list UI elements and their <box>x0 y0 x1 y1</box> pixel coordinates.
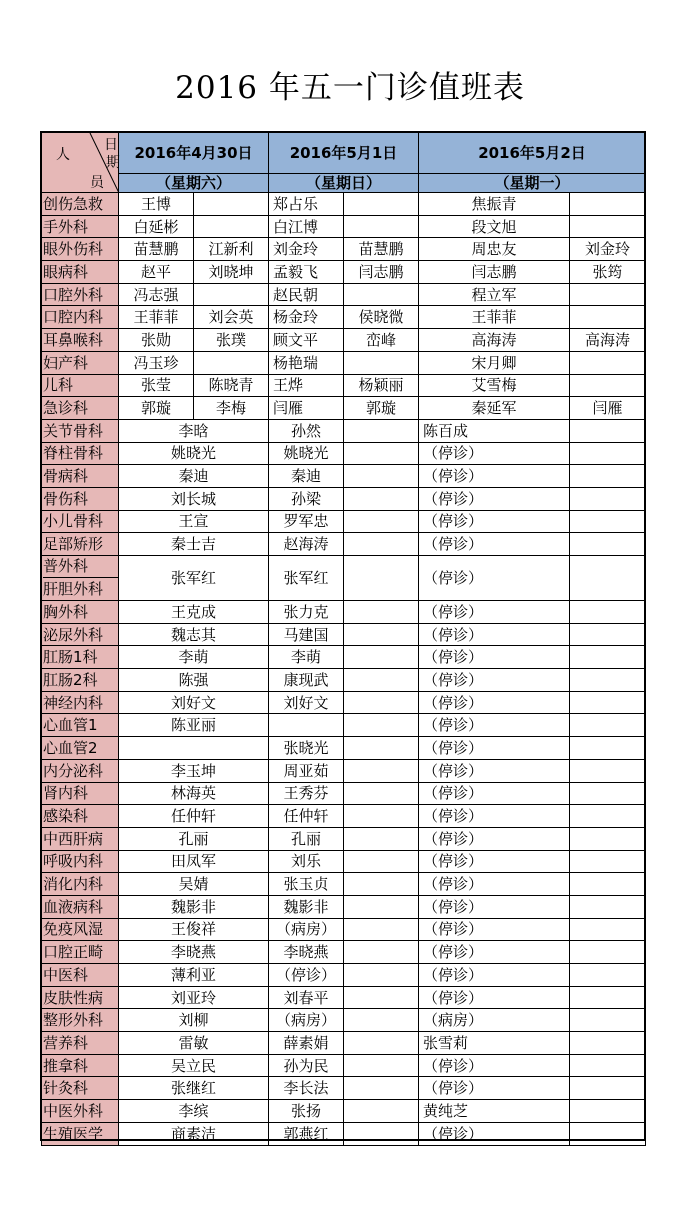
doctor-cell: （停诊） <box>419 805 570 828</box>
doctor-cell: （停诊） <box>419 964 570 987</box>
doctor-cell: 林海英 <box>119 782 269 805</box>
department-cell: 泌尿外科 <box>42 623 119 646</box>
doctor-cell: 赵平 <box>119 261 194 284</box>
department-cell: 口腔内科 <box>42 306 119 329</box>
doctor-cell: （停诊） <box>419 827 570 850</box>
doctor-cell: （停诊） <box>419 941 570 964</box>
doctor-cell: （停诊） <box>419 623 570 646</box>
doctor-cell: 苗慧鹏 <box>344 238 419 261</box>
doctor-cell: 艾雪梅 <box>419 374 570 397</box>
doctor-cell: 王菲菲 <box>119 306 194 329</box>
doctor-cell: 郭燕红 <box>269 1122 344 1145</box>
doctor-cell: 焦振青 <box>419 193 570 216</box>
doctor-cell: （病房） <box>269 1009 344 1032</box>
doctor-cell: 郭璇 <box>119 397 194 420</box>
department-cell: 消化内科 <box>42 873 119 896</box>
date-header-3: 2016年5月2日 <box>419 133 646 174</box>
doctor-cell: 雷敏 <box>119 1032 269 1055</box>
doctor-cell: 王克成 <box>119 601 269 624</box>
doctor-cell: 张力克 <box>269 601 344 624</box>
doctor-cell: 陈晓青 <box>194 374 269 397</box>
doctor-cell: 李缤 <box>119 1100 269 1123</box>
doctor-cell: 峦峰 <box>344 329 419 352</box>
doctor-cell: （停诊） <box>419 850 570 873</box>
doctor-cell: 商素洁 <box>119 1122 269 1145</box>
department-cell: 口腔正畸 <box>42 941 119 964</box>
doctor-cell: 刘晓坤 <box>194 261 269 284</box>
doctor-cell: 杨金玲 <box>269 306 344 329</box>
weekday-header-2: （星期日） <box>269 174 419 193</box>
doctor-cell: 刘金玲 <box>570 238 646 261</box>
department-line: 普外科 <box>43 556 118 578</box>
doctor-cell: 苗慧鹏 <box>119 238 194 261</box>
doctor-cell: 李萌 <box>119 646 269 669</box>
doctor-cell: 吴婧 <box>119 873 269 896</box>
department-cell: 生殖医学 <box>42 1122 119 1145</box>
department-cell: 小儿骨科 <box>42 510 119 533</box>
department-cell: 眼病科 <box>42 261 119 284</box>
doctor-cell: 刘会英 <box>194 306 269 329</box>
doctor-cell: 孔丽 <box>119 827 269 850</box>
doctor-cell: 白江博 <box>269 215 344 238</box>
table-outer-border <box>40 131 646 1141</box>
doctor-cell: （停诊） <box>419 691 570 714</box>
doctor-cell: （停诊） <box>419 986 570 1009</box>
doctor-cell: （停诊） <box>419 873 570 896</box>
doctor-cell: 张莹 <box>119 374 194 397</box>
corner-period-label: 期 <box>106 155 120 171</box>
doctor-cell: （停诊） <box>419 759 570 782</box>
doctor-cell: 孙然 <box>269 419 344 442</box>
department-cell: 脊柱骨科 <box>42 442 119 465</box>
department-cell: 免疫风湿 <box>42 918 119 941</box>
doctor-cell: 闫志鹏 <box>419 261 570 284</box>
doctor-cell: 任仲轩 <box>269 805 344 828</box>
doctor-cell: 姚晓光 <box>119 442 269 465</box>
doctor-cell: 吴立民 <box>119 1054 269 1077</box>
doctor-cell: 李晗 <box>119 419 269 442</box>
doctor-cell: 郭璇 <box>344 397 419 420</box>
department-cell: 皮肤性病 <box>42 986 119 1009</box>
department-line: 肝胆外科 <box>43 580 104 598</box>
doctor-cell: （停诊） <box>419 737 570 760</box>
doctor-cell: 马建国 <box>269 623 344 646</box>
doctor-cell: 江新利 <box>194 238 269 261</box>
doctor-cell: 张晓光 <box>269 737 344 760</box>
department-cell: 肛肠1科 <box>42 646 119 669</box>
doctor-cell: 冯玉珍 <box>119 351 194 374</box>
doctor-cell: 周忠友 <box>419 238 570 261</box>
department-cell: 手外科 <box>42 215 119 238</box>
department-cell: 中西肝病 <box>42 827 119 850</box>
doctor-cell: 赵海涛 <box>269 533 344 556</box>
corner-day-label: 日 <box>104 137 118 153</box>
doctor-cell: 李晓燕 <box>269 941 344 964</box>
doctor-cell: （停诊） <box>419 1122 570 1145</box>
department-cell: 肾内科 <box>42 782 119 805</box>
doctor-cell: 杨颖丽 <box>344 374 419 397</box>
doctor-cell: 张继红 <box>119 1077 269 1100</box>
doctor-cell: （病房） <box>419 1009 570 1032</box>
doctor-cell: 李长法 <box>269 1077 344 1100</box>
department-cell: 妇产科 <box>42 351 119 374</box>
doctor-cell: 侯晓微 <box>344 306 419 329</box>
department-cell: 口腔外科 <box>42 283 119 306</box>
department-cell: 内分泌科 <box>42 759 119 782</box>
doctor-cell: 魏影非 <box>119 895 269 918</box>
doctor-cell: 张璞 <box>194 329 269 352</box>
doctor-cell: 孙梁 <box>269 487 344 510</box>
doctor-cell: 顾文平 <box>269 329 344 352</box>
doctor-cell: 刘春平 <box>269 986 344 1009</box>
doctor-cell: 李梅 <box>194 397 269 420</box>
department-cell: 神经内科 <box>42 691 119 714</box>
doctor-cell: 李晓燕 <box>119 941 269 964</box>
doctor-cell: 闫雁 <box>570 397 646 420</box>
doctor-cell: 秦士吉 <box>119 533 269 556</box>
doctor-cell: （停诊） <box>419 533 570 556</box>
doctor-cell: 张雪莉 <box>419 1032 570 1055</box>
doctor-cell: 王宣 <box>119 510 269 533</box>
department-cell: 针灸科 <box>42 1077 119 1100</box>
doctor-cell: 刘好文 <box>269 691 344 714</box>
doctor-cell: 张筠 <box>570 261 646 284</box>
doctor-cell: （停诊） <box>419 918 570 941</box>
doctor-cell: 闫雁 <box>269 397 344 420</box>
doctor-cell: 罗军忠 <box>269 510 344 533</box>
corner-person-label: 人 <box>56 147 70 163</box>
doctor-cell: 田凤军 <box>119 850 269 873</box>
department-cell: 肛肠2科 <box>42 669 119 692</box>
doctor-cell: 刘亚玲 <box>119 986 269 1009</box>
doctor-cell: （停诊） <box>419 556 570 601</box>
doctor-cell: 刘好文 <box>119 691 269 714</box>
doctor-cell: 白延彬 <box>119 215 194 238</box>
doctor-cell: 刘柳 <box>119 1009 269 1032</box>
department-cell: 骨病科 <box>42 465 119 488</box>
department-cell: 心血管1 <box>42 714 119 737</box>
date-header-2: 2016年5月1日 <box>269 133 419 174</box>
doctor-cell: （停诊） <box>419 646 570 669</box>
doctor-cell: 张扬 <box>269 1100 344 1123</box>
department-cell: 创伤急救 <box>42 193 119 216</box>
doctor-cell: 刘长城 <box>119 487 269 510</box>
doctor-cell: 张玉贞 <box>269 873 344 896</box>
doctor-cell: 张勋 <box>119 329 194 352</box>
doctor-cell: 秦迪 <box>269 465 344 488</box>
doctor-cell: 秦迪 <box>119 465 269 488</box>
doctor-cell: 王博 <box>119 193 194 216</box>
corner-staff-label: 员 <box>90 175 104 191</box>
department-cell: 足部矫形 <box>42 533 119 556</box>
doctor-cell: 孙为民 <box>269 1054 344 1077</box>
doctor-cell: 张军红 <box>269 556 344 601</box>
doctor-cell: 高海涛 <box>419 329 570 352</box>
doctor-cell: （停诊） <box>419 465 570 488</box>
doctor-cell: 王菲菲 <box>419 306 570 329</box>
department-cell: 感染科 <box>42 805 119 828</box>
doctor-cell: 周亚茹 <box>269 759 344 782</box>
doctor-cell: （停诊） <box>419 782 570 805</box>
doctor-cell: 魏影非 <box>269 895 344 918</box>
doctor-cell: 程立军 <box>419 283 570 306</box>
page-title: 2016 年五一门诊值班表 <box>175 70 525 106</box>
doctor-cell: 赵民朝 <box>269 283 344 306</box>
doctor-cell: 孟毅飞 <box>269 261 344 284</box>
department-cell: 骨伤科 <box>42 487 119 510</box>
doctor-cell: （停诊） <box>419 1054 570 1077</box>
doctor-cell: 刘乐 <box>269 850 344 873</box>
department-cell: 整形外科 <box>42 1009 119 1032</box>
doctor-cell: 孔丽 <box>269 827 344 850</box>
doctor-cell: 薄利亚 <box>119 964 269 987</box>
doctor-cell: 李萌 <box>269 646 344 669</box>
doctor-cell: （病房） <box>269 918 344 941</box>
doctor-cell: 姚晓光 <box>269 442 344 465</box>
date-header-1: 2016年4月30日 <box>119 133 269 174</box>
doctor-cell: （停诊） <box>419 714 570 737</box>
doctor-cell: 康现武 <box>269 669 344 692</box>
doctor-cell: 张军红 <box>119 556 269 601</box>
doctor-cell: 段文旭 <box>419 215 570 238</box>
doctor-cell: 魏志其 <box>119 623 269 646</box>
doctor-cell: （停诊） <box>419 487 570 510</box>
doctor-cell: 秦延军 <box>419 397 570 420</box>
weekday-header-3: （星期一） <box>419 174 646 193</box>
doctor-cell: 任仲轩 <box>119 805 269 828</box>
doctor-cell: （停诊） <box>269 964 344 987</box>
doctor-cell: （停诊） <box>419 1077 570 1100</box>
department-cell: 中医外科 <box>42 1100 119 1123</box>
department-cell: 血液病科 <box>42 895 119 918</box>
doctor-cell: （停诊） <box>419 601 570 624</box>
doctor-cell: 李玉坤 <box>119 759 269 782</box>
department-cell: 胸外科 <box>42 601 119 624</box>
doctor-cell: 黄纯芝 <box>419 1100 570 1123</box>
doctor-cell: （停诊） <box>419 669 570 692</box>
doctor-cell: （停诊） <box>419 510 570 533</box>
weekday-header-1: （星期六） <box>119 174 269 193</box>
department-cell: 关节骨科 <box>42 419 119 442</box>
doctor-cell: （停诊） <box>419 442 570 465</box>
department-cell: 中医科 <box>42 964 119 987</box>
doctor-cell: 王秀芬 <box>269 782 344 805</box>
doctor-cell: 郑占乐 <box>269 193 344 216</box>
department-cell: 心血管2 <box>42 737 119 760</box>
doctor-cell: 王烨 <box>269 374 344 397</box>
doctor-cell: 宋月卿 <box>419 351 570 374</box>
department-cell: 眼外伤科 <box>42 238 119 261</box>
department-cell: 耳鼻喉科 <box>42 329 119 352</box>
doctor-cell: 陈百成 <box>419 419 570 442</box>
doctor-cell: 陈亚丽 <box>119 714 269 737</box>
department-cell: 呼吸内科 <box>42 850 119 873</box>
doctor-cell: 闫志鹏 <box>344 261 419 284</box>
department-cell: 推拿科 <box>42 1054 119 1077</box>
department-cell: 急诊科 <box>42 397 119 420</box>
department-cell: 儿科 <box>42 374 119 397</box>
doctor-cell: 薛素娟 <box>269 1032 344 1055</box>
doctor-cell: 高海涛 <box>570 329 646 352</box>
doctor-cell: 刘金玲 <box>269 238 344 261</box>
department-cell: 营养科 <box>42 1032 119 1055</box>
doctor-cell: 杨艳瑞 <box>269 351 344 374</box>
doctor-cell: 陈强 <box>119 669 269 692</box>
doctor-cell: 王俊祥 <box>119 918 269 941</box>
doctor-cell: 冯志强 <box>119 283 194 306</box>
doctor-cell: （停诊） <box>419 895 570 918</box>
